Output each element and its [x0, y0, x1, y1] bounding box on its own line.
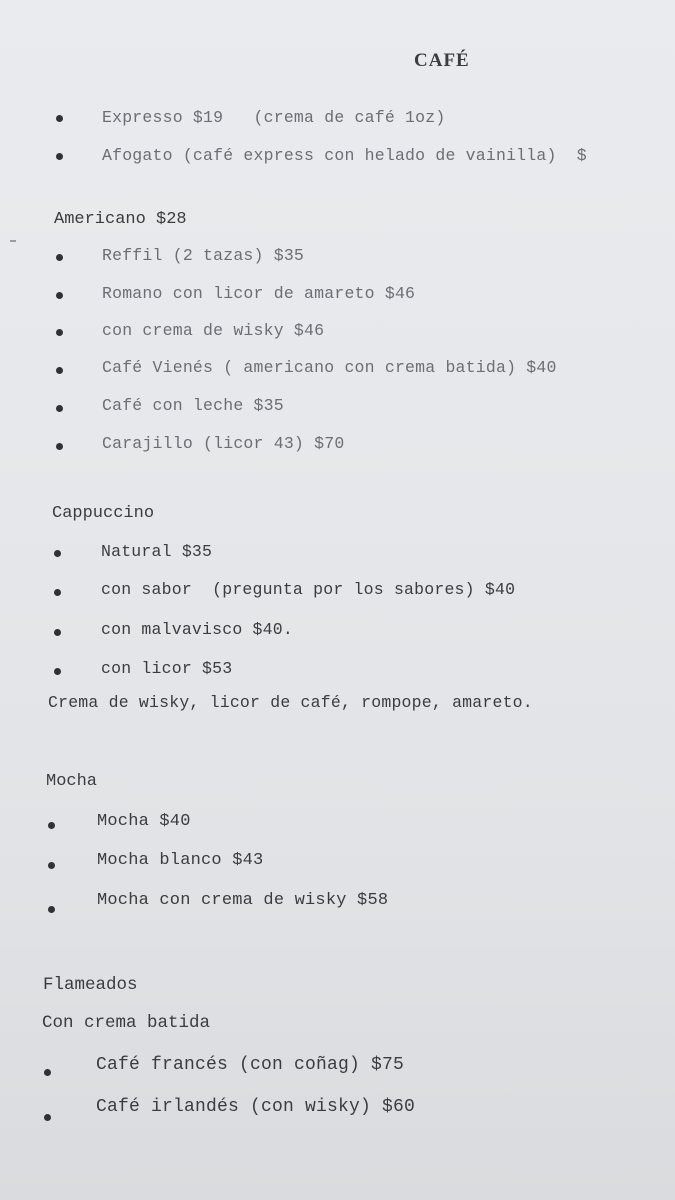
- menu-item-cafe-vienes: Café Vienés ( americano con crema batida) $40: [102, 358, 557, 377]
- menu-item-cafe-con-leche: Café con leche $35: [102, 396, 284, 415]
- menu-item-crema-wisky: con crema de wisky $46: [102, 321, 325, 340]
- margin-mark: [10, 240, 16, 242]
- bullet: [56, 153, 63, 160]
- menu-item-mocha-crema-wisky: Mocha con crema de wisky $58: [97, 891, 389, 910]
- bullet: [56, 292, 63, 299]
- menu-item-mocha-blanco: Mocha blanco $43: [97, 851, 264, 870]
- menu-item-cafe-irlandes: Café irlandés (con wisky) $60: [96, 1097, 416, 1117]
- page-title: CAFÉ: [414, 50, 470, 71]
- menu-item-malvavisco: con malvavisco $40.: [101, 620, 293, 639]
- menu-item-afogato: Afogato (café express con helado de vainilla) $: [102, 146, 587, 165]
- bullet: [56, 329, 63, 336]
- menu-item-cafe-frances: Café francés (con coñag) $75: [96, 1055, 405, 1075]
- bullet: [54, 589, 61, 596]
- bullet: [56, 405, 63, 412]
- bullet: [56, 115, 63, 122]
- licor-options-note: Crema de wisky, licor de café, rompope, amareto.: [48, 693, 533, 712]
- bullet: [48, 862, 55, 869]
- menu-item-reffil: Reffil (2 tazas) $35: [102, 246, 305, 265]
- section-heading-americano: Americano $28: [54, 210, 187, 229]
- menu-item-con-licor: con licor $53: [101, 659, 233, 678]
- bullet: [44, 1069, 51, 1076]
- bullet: [56, 443, 63, 450]
- menu-item-expresso: Expresso $19 (crema de café 1oz): [102, 108, 446, 127]
- menu-item-con-sabor: con sabor (pregunta por los sabores) $40: [101, 580, 516, 599]
- bullet: [54, 668, 61, 675]
- bullet: [54, 629, 61, 636]
- bullet: [48, 822, 55, 829]
- menu-item-natural: Natural $35: [101, 542, 213, 561]
- bullet: [56, 254, 63, 261]
- section-heading-cappuccino: Cappuccino: [52, 504, 155, 523]
- menu-item-carajillo: Carajillo (licor 43) $70: [102, 434, 345, 453]
- section-subheading-crema-batida: Con crema batida: [42, 1013, 211, 1033]
- bullet: [56, 367, 63, 374]
- bullet: [54, 550, 61, 557]
- section-heading-mocha: Mocha: [46, 772, 98, 791]
- bullet: [44, 1114, 51, 1121]
- bullet: [48, 906, 55, 913]
- menu-item-mocha: Mocha $40: [97, 812, 191, 831]
- section-heading-flameados: Flameados: [43, 975, 138, 995]
- menu-item-romano: Romano con licor de amareto $46: [102, 284, 416, 303]
